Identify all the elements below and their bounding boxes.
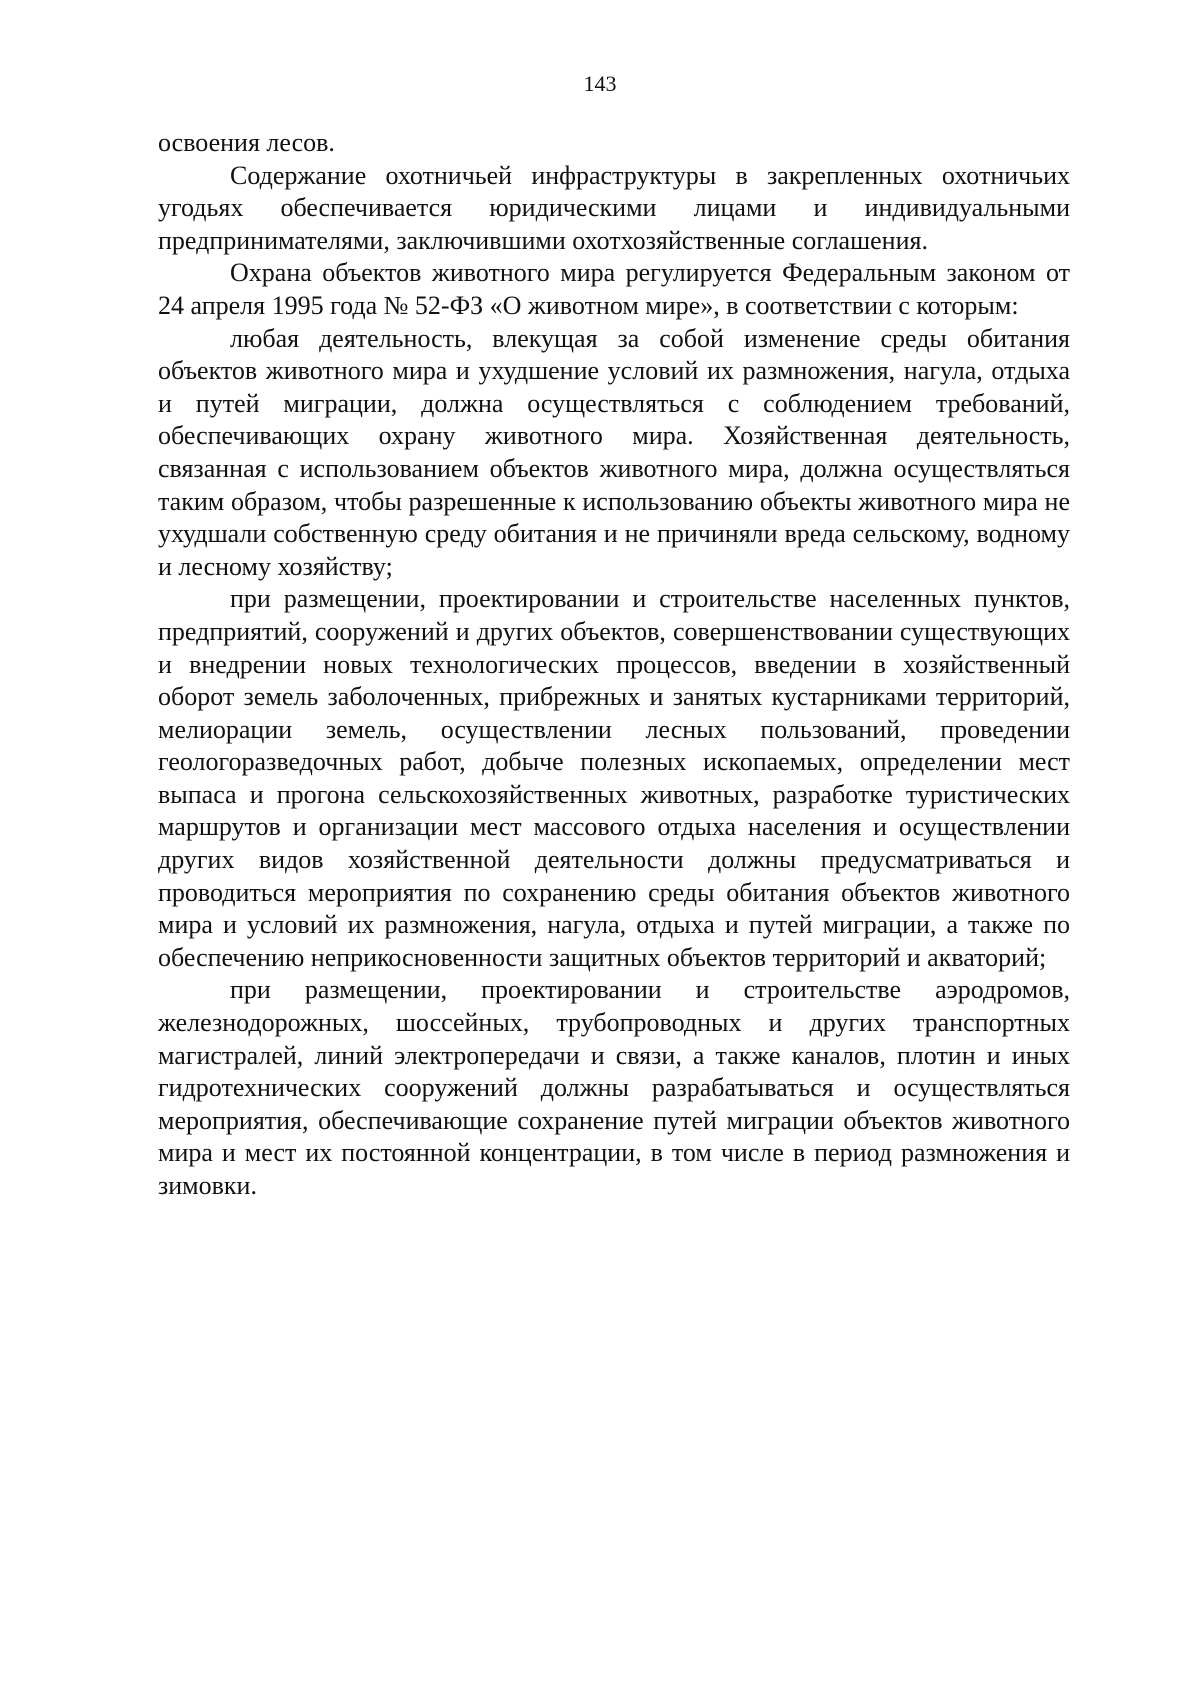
page-number: 143 [583, 71, 617, 96]
paragraph-forest-development: освоения лесов. [158, 128, 335, 157]
paragraph-construction-settlements: при размещении, проектировании и строительстве населенных пунктов, предприятий, сооружений и других объектов, совершенствовании существующих и внедрении новых технологических процессов, введении в хозяйственный оборот земель заболоченных, прибрежных и занятых кустарниками территорий, мелиорации земель, осуществлении лесных пользований, проведении геологоразведочных работ, добыче полезных ископаемых, определении мест выпаса и прогона сельскохозяйственных животных, разработке туристических маршрутов и организации мест массового отдыха населения и осуществлении других видов хозяйственной деятельности должны предусматриваться и проводиться мероприятия по сохранению среды обитания объектов животного мира и условий их размножения, нагула, отдыха и путей миграции, а также по обеспечению неприкосновенности защитных объектов территорий и акваторий; [158, 584, 1070, 972]
paragraph-wildlife-law: Охрана объектов животного мира регулируется Федеральным законом от 24 апреля 1995 года № 52-ФЗ «О животном мире», в соответствии с которым: [158, 258, 1070, 320]
paragraph-habitat-activity: любая деятельность, влекущая за собой изменение среды обитания объектов животного мира и ухудшение условий их размножения, нагула, отдыха и путей миграции, должна осуществляться с соблюдением требований, обеспечивающих охрану животного мира. Хозяйственная деятельность, связанная с использованием объектов животного мира, должна осуществляться таким образом, чтобы разрешенные к использованию объекты животного мира не ухудшали собственную среду обитания и не причиняли вреда сельскому, водному и лесному хозяйству; [158, 323, 1070, 581]
body-text [158, 127, 1070, 1203]
paragraph-hunting-infrastructure: Содержание охотничьей инфраструктуры в закрепленных охотничьих угодьях обеспечивается юридическими лицами и индивидуальными предпринимателями, заключившими охотхозяйственные соглашения. [158, 160, 1070, 255]
paragraph-transport-infrastructure: при размещении, проектировании и строительстве аэродромов, железнодорожных, шоссейных, трубопроводных и других транспортных магистралей, линий электропередачи и связи, а также каналов, плотин и иных гидротехнических сооружений должны разрабатываться и осуществляться мероприятия, обеспечивающие сохранение путей миграции объектов животного мира и мест их постоянной концентрации, в том числе в период размножения и зимовки. [158, 975, 1070, 1200]
